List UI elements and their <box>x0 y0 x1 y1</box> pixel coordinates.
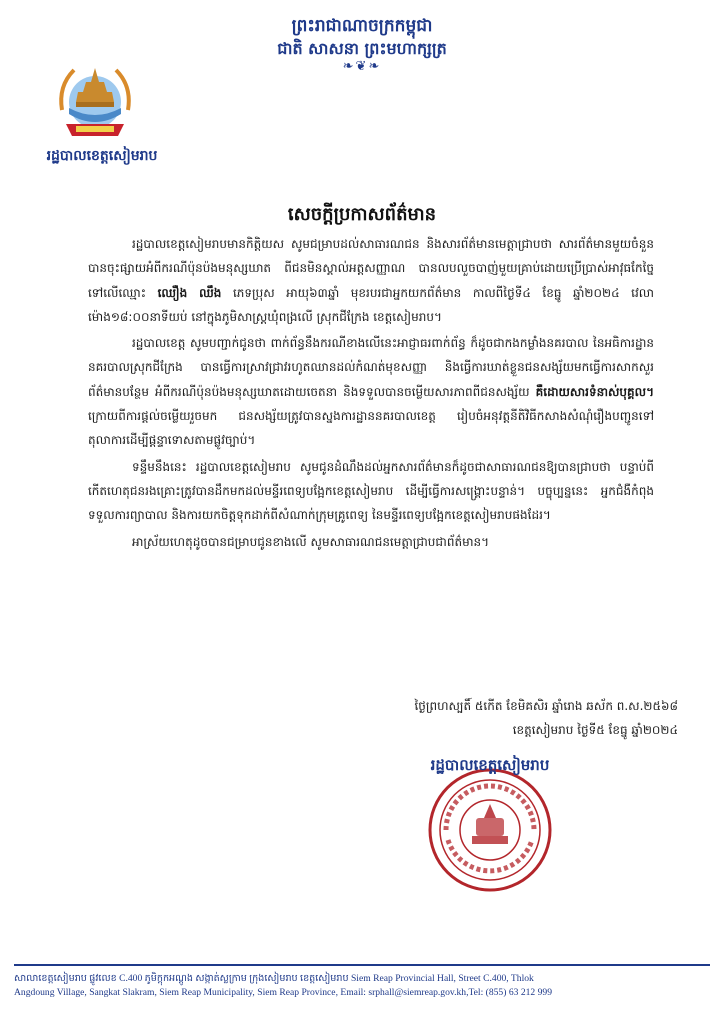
paragraph-1 <box>88 232 654 329</box>
footer-line-2: Angdoung Village, Sangkat Slakram, Siem Reap Municipality, Siem Reap Province, Email: srphall@siemreap.gov.kh,Tel: (855) 63 212 999 <box>14 987 552 998</box>
p1-text-b: ភេទប្រុស អាយុ៦៣ឆ្នាំ មុខរបរជាអ្នកយកព័ត៌មាន កាលពីថ្ងៃទី៤ ខែធ្នូ ឆ្នាំ២០២៤ វេលាម៉ោង១៨:០០នាទីយប់ នៅក្នុងភូមិសាស្ត្រឃុំពង្រលើ ស្រុកជីក្រែង ខេត្តសៀមរាប។ <box>88 285 654 324</box>
paragraph-3: ទន្ទឹមនឹងនេះ រដ្ឋបាលខេត្តសៀមរាប សូមជូនដំណឹងដល់អ្នកសារព័ត៌មានក៏ដូចជាសាធារណជនឱ្យបានជ្រាបថា បន្ទាប់ពីកើតហេតុជនរងគ្រោះត្រូវបានដឹកមកដល់មន្ទីរពេទ្យបង្អែកខេត្តសៀមរាប ដើម្បីធ្វើការសង្គ្រោះបន្ទាន់។ បច្ចុប្បន្ននេះ អ្នកជំងឺកំពុងទទួលការព្យាបាល និងការយកចិត្តទុកដាក់ពីសំណាក់ក្រុមគ្រូពេទ្យ នៃមន្ទីរពេទ្យបង្អែកខេត្តសៀមរាបផងដែរ។ <box>88 459 654 523</box>
p1-victim-name: ឈឿង ឈឹង <box>157 285 222 300</box>
signature-organization: រដ្ឋបាលខេត្តសៀមរាប <box>430 756 550 774</box>
kingdom-name: ព្រះរាជាណាចក្រកម្ពុជា <box>291 16 433 36</box>
p1-text-a: រដ្ឋបាលខេត្តសៀមរាបមានកិត្តិយស សូមជម្រាបដល់សាធារណជន និងសារព័ត៌មានមេត្តាជ្រាបថា សារព័ត៌មានមួយចំនួនបានចុះផ្សាយអំពីករណីប៉ុនប៉ងមនុស្សឃាត ពីជនមិនស្គាល់អត្តសញ្ញាណ បានលបលួចបាញ់មួយគ្រាប់ដោយប្រើប្រាស់អាវុធកែច្នៃ ទៅលើឈ្មោះ <box>88 237 654 300</box>
p2-text-b: ក្រោយពីការផ្ដល់ចម្លើយរួចមក ជនសង្ស័យត្រូវបានស្នងការដ្ឋាននគរបាលខេត្ត រៀបចំអនុវត្តនីតិវិធីកសាងសំណុំរឿងបញ្ជូនទៅតុលាការដើម្បីផ្ដន្ទាទោសតាមផ្លូវច្បាប់។ <box>88 409 654 448</box>
p2-text-a: រដ្ឋបាលខេត្ត សូមបញ្ជាក់ជូនថា ពាក់ព័ន្ធនឹងករណីខាងលើនេះអាជ្ញាធរពាក់ព័ន្ធ ក៏ដូចជាកងកម្លាំងនគរបាល នៃអធិការដ្ឋាននគរបាលស្រុកជីក្រែង បានធ្វើការស្រាវជ្រាវរហូតឈានដល់កំណត់មុខសញ្ញា និងធ្វើការឃាត់ខ្លួនជនសង្ស័យមកធ្វើការសាកសួរព័ត៌មានបន្ថែម អំពីករណីប៉ុនប៉ងមនុស្សឃាតដោយចេតនា និងទទួលបានចម្លើយសារភាពពីជនសង្ស័យ <box>88 336 654 399</box>
footer-line-1: សាលាខេត្តសៀមរាប ផ្លូវលេខ C.400 ភូមិក្ដុកអណ្ដូង សង្កាត់ស្លក្រាម ក្រុងសៀមរាប ខេត្តសៀមរាប Siem Reap Provincial Hall, Street C.400, Thlok <box>14 973 534 984</box>
provincial-logo <box>52 52 138 148</box>
lunar-date: ថ្ងៃព្រហស្បតិ៍ ៥កើត ខែមិគសិរ ឆ្នាំរោង ឆស័ក ព.ស.២៥៦៨ <box>414 699 678 713</box>
paragraph-4: អាស្រ័យហេតុដូចបានជម្រាបជូនខាងលើ សូមសាធារណជនមេត្តាជ្រាបជាព័ត៌មាន។ <box>132 534 490 549</box>
national-motto: ជាតិ សាសនា ព្រះមហាក្សត្រ <box>277 39 447 58</box>
ornament-divider: ❧❦❧ <box>342 59 382 74</box>
footer-divider <box>14 964 710 966</box>
footer-address <box>14 972 710 1000</box>
date-block <box>318 694 678 742</box>
organization-name: រដ្ឋបាលខេត្តសៀមរាប <box>46 148 158 164</box>
document-body <box>88 232 654 556</box>
paragraph-2 <box>88 331 654 452</box>
solar-date: ខេត្តសៀមរាប ថ្ងៃទី៥ ខែធ្នូ ឆ្នាំ២០២៤ <box>512 723 678 737</box>
official-seal <box>426 766 554 894</box>
document-title: សេចក្ដីប្រកាសព័ត៌មាន <box>287 204 437 225</box>
p2-motive: គឺដោយសារទំនាស់បុគ្គល។ <box>535 384 654 399</box>
